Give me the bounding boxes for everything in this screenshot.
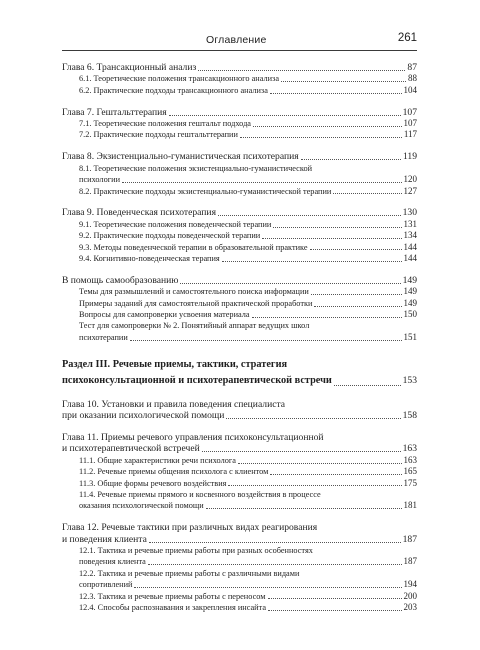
toc-entry-title: 8.2. Практические подходы экзистенциально-гуманистической терапии	[79, 186, 332, 196]
toc-spacer	[62, 96, 417, 107]
toc-entry-page: 119	[402, 151, 417, 163]
toc-chapter-entry	[62, 534, 417, 545]
toc-entry-title: 9.4. Когнитивно-поведенческая терапия	[79, 253, 220, 263]
toc-chapter-entry	[62, 522, 417, 533]
toc-leader-dots	[206, 508, 402, 509]
toc-entry-title: психологии	[79, 175, 121, 185]
toc-entry-title: сопротивлений	[79, 580, 133, 590]
toc-entry-page: 127	[403, 185, 417, 196]
toc-leader-dots	[273, 227, 401, 228]
toc-section-entry	[62, 85, 417, 96]
toc-leader-dots	[268, 610, 401, 611]
toc-leader-dots	[169, 115, 401, 116]
toc-entry-title: поведения клиента	[79, 557, 146, 567]
page-number: 261	[397, 32, 417, 44]
toc-section-entry	[62, 163, 417, 174]
toc-entry-title: Глава 10. Установки и правила поведения специалиста	[62, 398, 286, 410]
toc-entry-title: 9.1. Теоретические положения поведенческой терапии	[79, 219, 272, 229]
toc-entry-title: 12.3. Тактика и речевые приемы работы с переносом	[79, 591, 266, 601]
toc-entry-page: 163	[403, 454, 417, 465]
toc-leader-dots	[202, 451, 401, 452]
toc-entry-page: 144	[403, 252, 417, 263]
toc-spacer	[62, 141, 417, 152]
toc-entry-title: В помощь самообразованию	[62, 274, 179, 286]
toc-section-entry	[62, 174, 417, 185]
toc-chapter-entry	[62, 151, 417, 162]
toc-entry-title: 12.1. Тактика и речевые приемы работы при разных особенностях	[79, 546, 313, 555]
toc-part-entry	[62, 357, 417, 373]
toc-section-entry	[62, 118, 417, 129]
toc-entry-title: Тест для самопроверки № 2. Понятийный аппарат ведущих школ	[79, 321, 310, 331]
toc-leader-dots	[262, 238, 401, 239]
toc-entry-title: Раздел III. Речевые приемы, тактики, стратегия	[62, 359, 288, 371]
toc-section-entry	[62, 230, 417, 241]
toc-leader-dots	[226, 418, 400, 419]
toc-leader-dots	[122, 182, 401, 183]
toc-leader-dots	[334, 385, 401, 386]
toc-entry-page: 151	[403, 331, 417, 342]
toc-spacer	[62, 343, 417, 357]
toc-chapter-entry	[62, 443, 417, 454]
toc-leader-dots	[240, 137, 402, 138]
toc-leader-dots	[270, 93, 402, 94]
toc-leader-dots	[134, 587, 401, 588]
toc-entry-page: 181	[403, 500, 417, 511]
toc-entry-page: 117	[403, 129, 417, 140]
toc-leader-dots	[301, 159, 401, 160]
toc-entry-page: 158	[402, 410, 417, 422]
toc-entry-title: 11.3. Общие формы речевого воздействия	[79, 478, 227, 488]
toc-chapter-entry	[62, 399, 417, 410]
toc-entry-page: 150	[403, 309, 417, 320]
toc-entry-page: 200	[403, 590, 417, 601]
toc-entry-title: при оказании психологической помощи	[62, 410, 225, 422]
toc-entry-title: психоконсультационной и психотерапевтической встречи	[62, 374, 332, 386]
toc-entry-title: и поведения клиента	[62, 533, 147, 545]
toc-spacer	[62, 512, 417, 523]
toc-section-entry	[62, 602, 417, 613]
toc-section-entry	[62, 591, 417, 602]
toc-entry-page: 88	[408, 73, 417, 84]
toc-section-entry	[62, 568, 417, 579]
toc-section-entry	[62, 320, 417, 331]
toc-entry-title: 7.2. Практические подходы гештальттерапии	[79, 130, 238, 140]
toc-spacer	[62, 264, 417, 275]
toc-entry-title: 11.2. Речевые приемы общения психолога с клиентом	[79, 467, 269, 477]
toc-section-entry	[62, 579, 417, 590]
toc-leader-dots	[222, 261, 402, 262]
toc-entry-title: 8.1. Теоретические положения экзистенциально-гуманистической	[79, 163, 313, 173]
toc-leader-dots	[130, 340, 402, 341]
toc-section-entry	[62, 556, 417, 567]
toc-entry-title: 9.2. Практические подходы поведенческой терапии	[79, 231, 261, 241]
toc-section-entry	[62, 186, 417, 197]
toc-entry-title: Глава 7. Гештальттерапия	[62, 106, 167, 118]
toc-entry-title: 11.4. Речевые приемы прямого и косвенного воздействия в процессе	[79, 489, 321, 499]
toc-leader-dots	[310, 249, 402, 250]
toc-chapter-entry	[62, 275, 417, 286]
running-title: Оглавление	[206, 34, 267, 46]
toc-leader-dots	[198, 70, 405, 71]
toc-entry-page: 153	[402, 374, 417, 386]
toc-section-entry	[62, 466, 417, 477]
toc-entry-title: Темы для размышлений и самостоятельного поиска информации	[79, 287, 309, 297]
running-header	[62, 32, 417, 51]
toc-spacer	[62, 388, 417, 399]
toc-leader-dots	[270, 474, 401, 475]
toc-entry-title: и психотерапевтической встречей	[62, 443, 200, 455]
toc-entry-page: 165	[403, 466, 417, 477]
toc-entry-page: 134	[403, 230, 417, 241]
toc-entry-page: 149	[403, 286, 417, 297]
toc-entry-title: Глава 6. Трансакционный анализ	[62, 62, 197, 73]
toc-entry-page: 131	[403, 218, 417, 229]
toc-entry-page: 187	[403, 556, 417, 567]
toc-entry-page: 187	[402, 533, 417, 545]
toc-leader-dots	[268, 598, 402, 599]
toc-entry-page: 87	[407, 62, 417, 73]
toc-leader-dots	[333, 193, 401, 194]
toc-entry-title: 11.1. Общие характеристики речи психолога	[79, 455, 236, 465]
toc-chapter-entry	[62, 207, 417, 218]
toc-section-entry	[62, 298, 417, 309]
toc-leader-dots	[218, 215, 401, 216]
toc-section-entry	[62, 242, 417, 253]
toc-leader-dots	[180, 283, 400, 284]
toc-leader-dots	[252, 317, 402, 318]
toc-section-entry	[62, 219, 417, 230]
toc-section-entry	[62, 545, 417, 556]
toc-leader-dots	[281, 81, 406, 82]
toc-leader-dots	[253, 126, 402, 127]
toc-entry-page: 149	[403, 297, 417, 308]
toc-chapter-entry	[62, 410, 417, 421]
table-of-contents	[62, 62, 417, 613]
toc-entry-title: 12.2. Тактика и речевые приемы работы с различными видами	[79, 568, 300, 578]
toc-section-entry	[62, 500, 417, 511]
toc-section-entry	[62, 253, 417, 264]
toc-entry-title: Глава 11. Приемы речевого управления психоконсультационной	[62, 431, 324, 443]
toc-entry-title: Глава 9. Поведенческая психотерапия	[62, 207, 216, 219]
toc-entry-title: 9.3. Методы поведенческой терапии в образовательной практике	[79, 242, 308, 252]
toc-section-entry	[62, 129, 417, 140]
toc-section-entry	[62, 455, 417, 466]
toc-spacer	[62, 197, 417, 208]
toc-entry-title: психотерапии	[79, 332, 128, 342]
toc-leader-dots	[311, 294, 402, 295]
toc-section-entry	[62, 478, 417, 489]
toc-entry-page: 107	[402, 106, 417, 118]
toc-leader-dots	[238, 463, 402, 464]
toc-part-entry	[62, 373, 417, 389]
toc-entry-page: 149	[402, 274, 417, 286]
toc-leader-dots	[149, 542, 401, 543]
toc-entry-page: 203	[403, 601, 417, 612]
toc-chapter-entry	[62, 62, 417, 73]
toc-entry-page: 163	[402, 443, 417, 455]
toc-entry-title: 6.1. Теоретические положения трансакционного анализа	[79, 74, 280, 84]
toc-entry-title: 6.2. Практические подходы трансакционного анализа	[79, 85, 268, 95]
toc-section-entry	[62, 489, 417, 500]
toc-entry-page: 175	[403, 477, 417, 488]
toc-entry-page: 194	[403, 579, 417, 590]
toc-entry-page: 120	[403, 174, 417, 185]
toc-entry-title: Глава 8. Экзистенциально-гуманистическая психотерапия	[62, 151, 299, 163]
toc-entry-page: 144	[403, 241, 417, 252]
toc-section-entry	[62, 286, 417, 297]
toc-entry-title: Глава 12. Речевые тактики при различных видах реагирования	[62, 522, 318, 534]
toc-entry-page: 107	[403, 118, 417, 129]
toc-entry-title: Примеры заданий для самостоятельной практической проработки	[79, 298, 313, 308]
toc-chapter-entry	[62, 432, 417, 443]
toc-leader-dots	[148, 564, 402, 565]
toc-entry-title: Вопросы для самопроверки усвоения материала	[79, 310, 250, 320]
toc-chapter-entry	[62, 107, 417, 118]
toc-entry-title: 12.4. Способы распознавания и закрепления инсайта	[79, 602, 267, 612]
toc-section-entry	[62, 73, 417, 84]
toc-entry-title: оказания психологической помощи	[79, 501, 204, 511]
toc-entry-page: 104	[403, 84, 417, 95]
toc-section-entry	[62, 309, 417, 320]
toc-spacer	[62, 421, 417, 432]
toc-leader-dots	[228, 485, 401, 486]
toc-section-entry	[62, 332, 417, 343]
toc-leader-dots	[314, 306, 401, 307]
toc-entry-page: 130	[402, 207, 417, 219]
toc-entry-title: 7.1. Теоретические положения гештальт подхода	[79, 119, 251, 129]
